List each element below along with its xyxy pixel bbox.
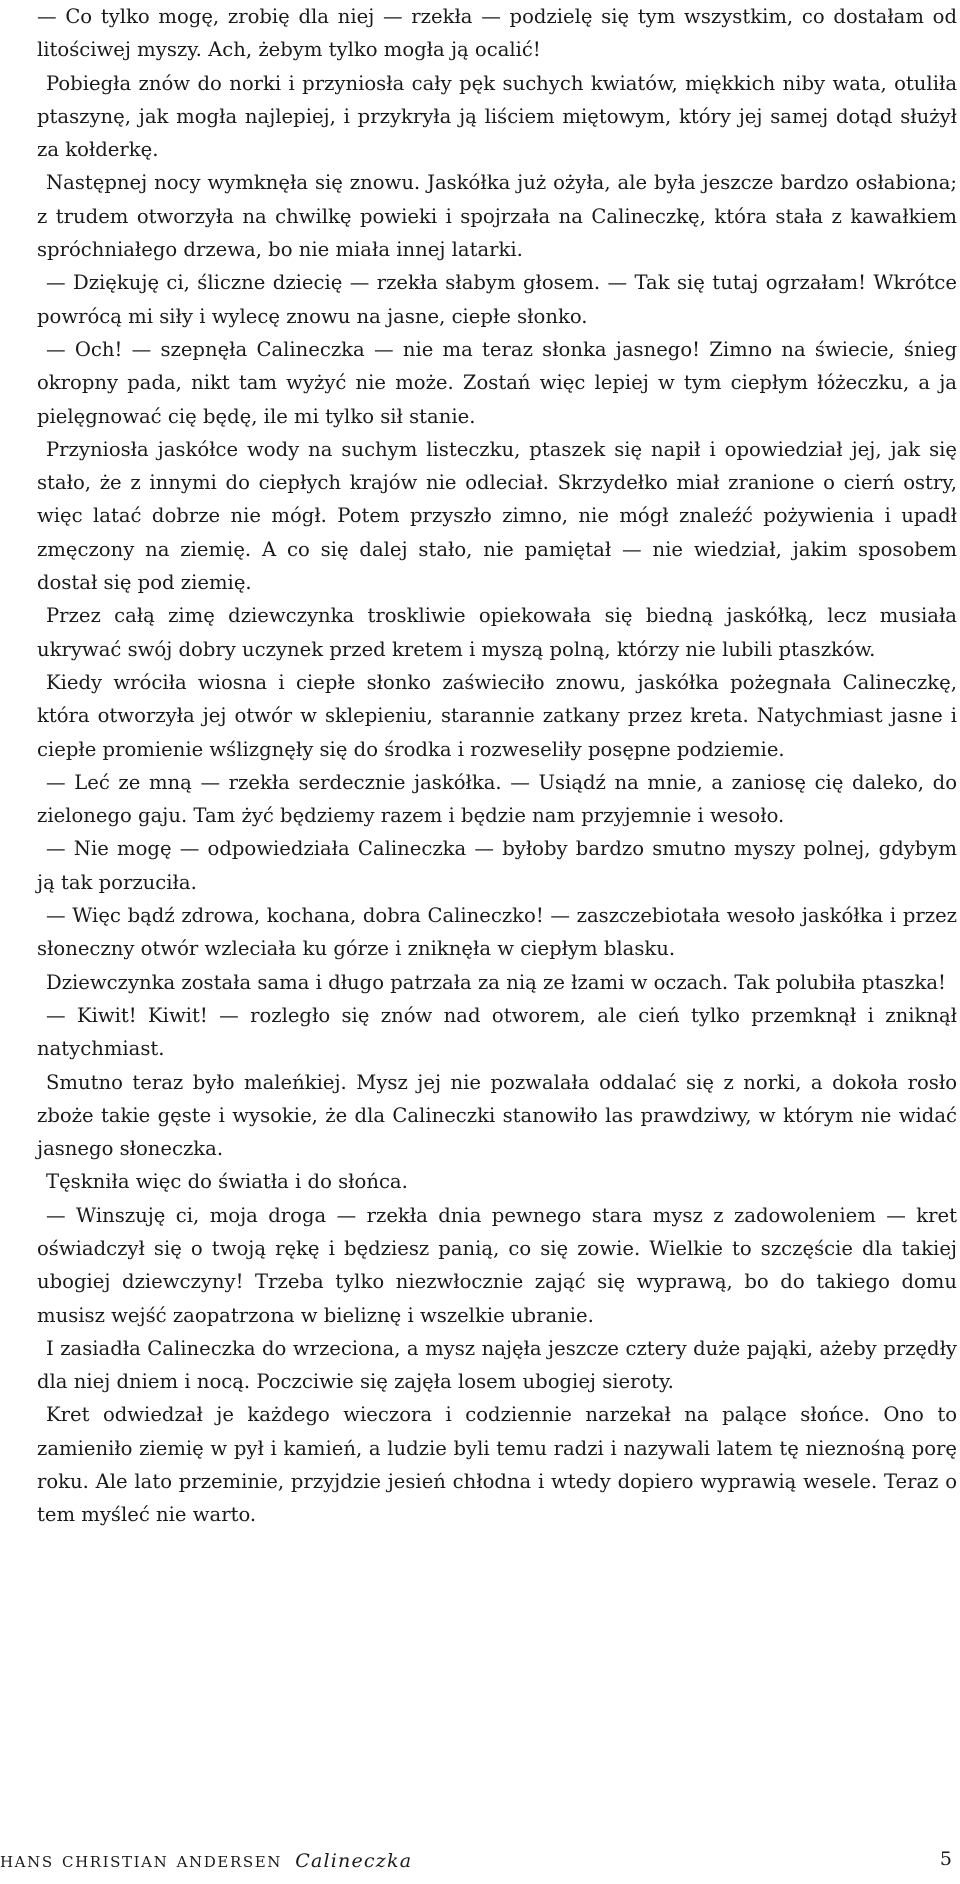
- paragraph-3: Następnej nocy wymknęła się znowu. Jaskółka już ożyła, ale była jeszcze bardzo osłabiona; z trudem otworzyła na chwilkę powieki i spojrzała na Calineczkę, która stała z kawałkiem spróchniałego drzewa, bo nie miała innej latarki.: [37, 171, 957, 262]
- footer-title: Calineczka: [295, 1850, 413, 1872]
- paragraph-7: Przez całą zimę dziewczynka troskliwie opiekowała się biedną jaskółką, lecz musiała ukrywać swój dobry uczynek przed kretem i myszą polną, którzy nie lubili ptaszków.: [37, 604, 957, 661]
- paragraph-17: I zasiadła Calineczka do wrzeciona, a mysz najęła jeszcze cztery duże pająki, ażeby przędły dla niej dniem i nocą. Poczciwie się zajęła losem ubogiej sieroty.: [37, 1336, 957, 1394]
- paragraph-14: Smutno teraz było maleńkiej. Mysz jej nie pozwalała oddalać się z norki, a dokoła rosło zboże takie gęste i wysokie, że dla Calineczki stanowiło las prawdziwy, w którym nie widać jasnego słoneczka.: [37, 1070, 957, 1161]
- page-number: 5: [939, 1848, 952, 1870]
- paragraph-1: — Co tylko mogę, zrobię dla niej — rzekła — podzielę się tym wszystkim, co dostałam od litościwej myszy. Ach, żebym tylko mogła ją ocalić!: [37, 5, 957, 62]
- paragraph-2: Pobiegła znów do norki i przyniosła cały pęk suchych kwiatów, miękkich niby wata, otuliła ptaszynę, jak mogła najlepiej, i przykryła ją liściem miętowym, który jej samej dotąd służył za kołderkę.: [37, 71, 957, 162]
- page-body: [37, 0, 957, 1532]
- paragraph-16: — Winszuję ci, moja droga — rzekła dnia pewnego stara mysz z zadowoleniem — kret oświadczył się o twoją rękę i będziesz panią, co się zowie. Wielkie to szczęście dla takiej ubogiej dziewczyny! Trzeba tylko niezwłocznie zająć się wyprawą, bo do takiego domu musisz wejść zaopatrzona w bieliznę i wszelkie ubranie.: [37, 1203, 957, 1327]
- running-footer: [0, 1848, 412, 1872]
- paragraph-8: Kiedy wróciła wiosna i ciepłe słonko zaświeciło znowu, jaskółka pożegnała Calineczkę, która otworzyła jej otwór w sklepieniu, starannie zatkany przez kreta. Natychmiast jasne i ciepłe promienie wślizgnęły się do środka i rozweseliły posępne podziemie.: [37, 670, 957, 761]
- paragraph-6: Przyniosła jaskółce wody na suchym listeczku, ptaszek się napił i opowiedział jej, jak się stało, że z innymi do ciepłych krajów nie odleciał. Skrzydełko miał zranione o cierń ostry, więc latać dobrze nie mógł. Potem przyszło zimno, nie mógł znaleźć pożywienia i upadł zmęczony na ziemię. A co się dalej stało, nie pamiętał — nie wiedział, jakim sposobem dostał się pod ziemię.: [37, 437, 957, 595]
- footer-author: hans christian andersen: [0, 1848, 282, 1872]
- paragraph-9: — Leć ze mną — rzekła serdecznie jaskółka. — Usiądź na mnie, a zaniosę cię daleko, do zielonego gaju. Tam żyć będziemy razem i będzie nam przyjemnie i wesoło.: [37, 770, 957, 828]
- page-footer: [0, 1848, 960, 1884]
- paragraph-10: — Nie mogę — odpowiedziała Calineczka — byłoby bardzo smutno myszy polnej, gdybym ją tak porzuciła.: [37, 837, 957, 894]
- paragraph-18: Kret odwiedzał je każdego wieczora i codziennie narzekał na palące słońce. Ono to zamieniło ziemię w pył i kamień, a ludzie byli temu radzi i nazywali latem tę nieznośną porę roku. Ale lato przeminie, przyjdzie jesień chłodna i wtedy dopiero wyprawią wesele. Teraz o tem myśleć nie warto.: [37, 1403, 957, 1527]
- paragraph-13: — Kiwit! Kiwit! — rozległo się znów nad otworem, ale cień tylko przemknął i zniknął natychmiast.: [37, 1003, 957, 1061]
- paragraph-15: Tęskniła więc do światła i do słońca.: [46, 1170, 408, 1194]
- paragraph-11: — Więc bądź zdrowa, kochana, dobra Calineczko! — zaszczebiotała wesoło jaskółka i przez słoneczny otwór wzleciała ku górze i zniknęła w ciepłym blasku.: [37, 904, 957, 961]
- paragraph-12: Dziewczynka została sama i długo patrzała za nią ze łzami w oczach. Tak polubiła ptaszka!: [46, 970, 946, 994]
- paragraph-4: — Dziękuję ci, śliczne dziecię — rzekła słabym głosem. — Tak się tutaj ogrzałam! Wkrótce powrócą mi siły i wylecę znowu na jasne, ciepłe słonko.: [37, 271, 957, 328]
- paragraph-5: — Och! — szepnęła Calineczka — nie ma teraz słonka jasnego! Zimno na świecie, śnieg okropny pada, nikt tam wyżyć nie może. Zostań więc lepiej w tym ciepłym łóżeczku, a ja pielęgnować cię będę, ile mi tylko sił stanie.: [37, 337, 957, 428]
